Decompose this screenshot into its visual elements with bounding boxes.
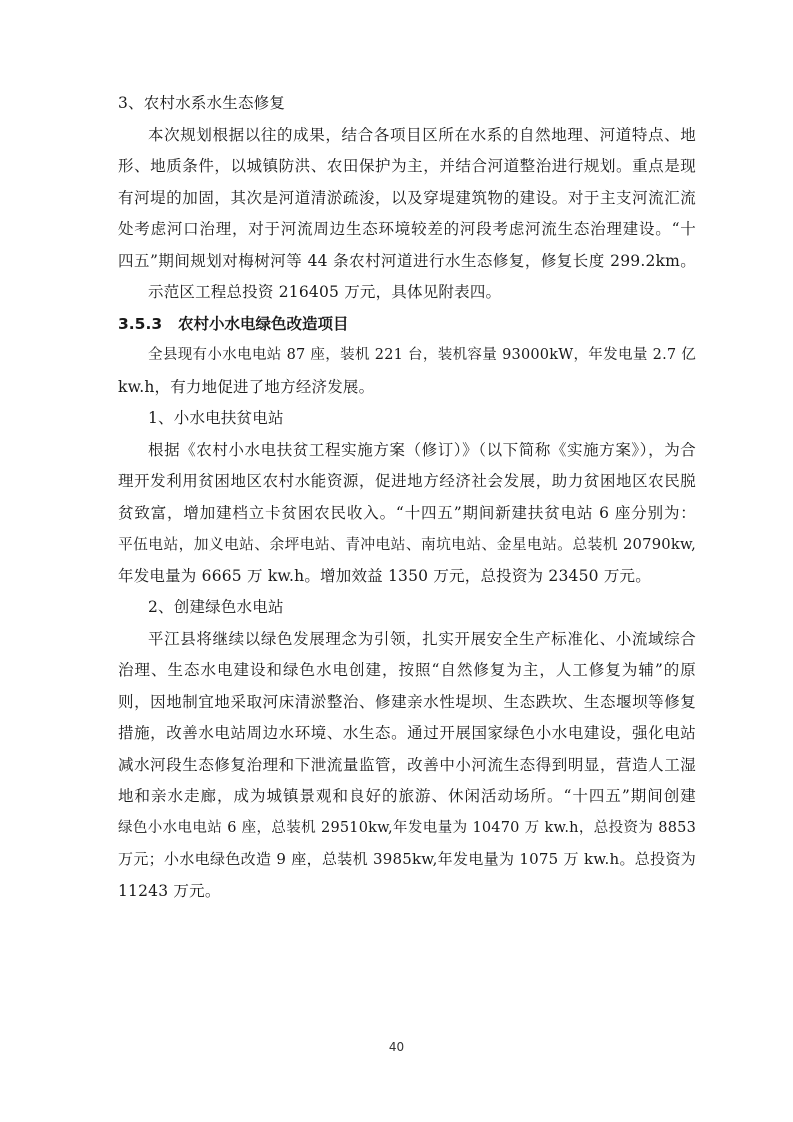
- paragraph-line: kw.h，有力地促进了地方经济发展。: [118, 377, 375, 396]
- paragraph-line: 理开发利用贫困地区农村水能资源，促进地方经济社会发展，助力贫困地区农民脱: [118, 472, 696, 490]
- subsection-title-water-ecology: 3、农村水系水生态修复: [118, 94, 286, 112]
- page-number: 40: [388, 1040, 405, 1054]
- paragraph-line: 万元；小水电绿色改造 9 座，总装机 3985kw,年发电量为 1075 万 kw.h。总投资为: [118, 850, 696, 868]
- paragraph-line: 根据《农村小水电扶贫工程实施方案（修订）》（以下简称《实施方案》），为合: [148, 440, 696, 459]
- paragraph-line: 贫致富，增加建档立卡贫困农民收入。“十四五”期间新建扶贫电站 6 座分别为：: [118, 503, 696, 522]
- paragraph-line: 平伍电站，加义电站、余坪电站、青冲电站、南坑电站、金星电站。总装机 20790kw,: [118, 536, 696, 553]
- paragraph-line: 本次规划根据以往的成果，结合各项目区所在水系的自然地理、河道特点、地: [148, 125, 696, 144]
- paragraph-line: 治理、生态水电建设和绿色水电创建，按照“自然修复为主，人工修复为辅”的原: [118, 661, 696, 679]
- paragraph-line: 绿色小水电电站 6 座，总装机 29510kw,年发电量为 10470 万 kw.h，总投资为 8853: [118, 819, 696, 836]
- paragraph-line: 地和亲水走廊，成为城镇景观和良好的旅游、休闲活动场所。“十四五”期间创建: [118, 787, 696, 805]
- section-number: 3.5.3: [118, 314, 163, 333]
- paragraph-line: 形、地质条件，以城镇防洪、农田保护为主，并结合河道整治进行规划。重点是现: [118, 157, 696, 175]
- page-content: [118, 88, 696, 907]
- subsection-title-green-station: 2、创建绿色水电站: [148, 598, 284, 616]
- paragraph-line: 则，因地制宜地采取河床清淤整治、修建亲水性堤坝、生态跌坎、生态堰坝等修复: [118, 692, 696, 711]
- paragraph-line: 措施，改善水电站周边水环境、水生态。通过开展国家绿色小水电建设，强化电站: [118, 724, 696, 742]
- paragraph-line: 11243 万元。: [118, 881, 221, 900]
- paragraph-line: 处考虑河口治理，对于河流周边生态环境较差的河段考虑河流生态治理建设。“十: [118, 220, 696, 238]
- section-title: 农村小水电绿色改造项目: [178, 314, 349, 333]
- paragraph-line: 平江县将继续以绿色发展理念为引领，扎实开展安全生产标准化、小流域综合: [148, 629, 696, 648]
- paragraph-line: 有河堤的加固，其次是河道清淤疏浚，以及穿堤建筑物的建设。对于主支河流汇流: [118, 188, 696, 207]
- subsection-title-poverty-station: 1、小水电扶贫电站: [148, 409, 284, 427]
- investment-line: 示范区工程总投资 216405 万元，具体见附表四。: [148, 283, 502, 301]
- paragraph-line: 减水河段生态修复治理和下泄流量监管，改善中小河流生态得到明显，营造人工湿: [118, 755, 696, 774]
- section-heading-353: [118, 309, 696, 341]
- paragraph-line: 四五”期间规划对梅树河等 44 条农村河道进行水生态修复，修复长度 299.2km。: [118, 251, 696, 270]
- paragraph-line: 年发电量为 6665 万 kw.h。增加效益 1350 万元，总投资为 23450 万元。: [118, 566, 651, 585]
- paragraph-line: 全县现有小水电电站 87 座，装机 221 台，装机容量 93000kW，年发电量 2.7 亿: [148, 347, 696, 363]
